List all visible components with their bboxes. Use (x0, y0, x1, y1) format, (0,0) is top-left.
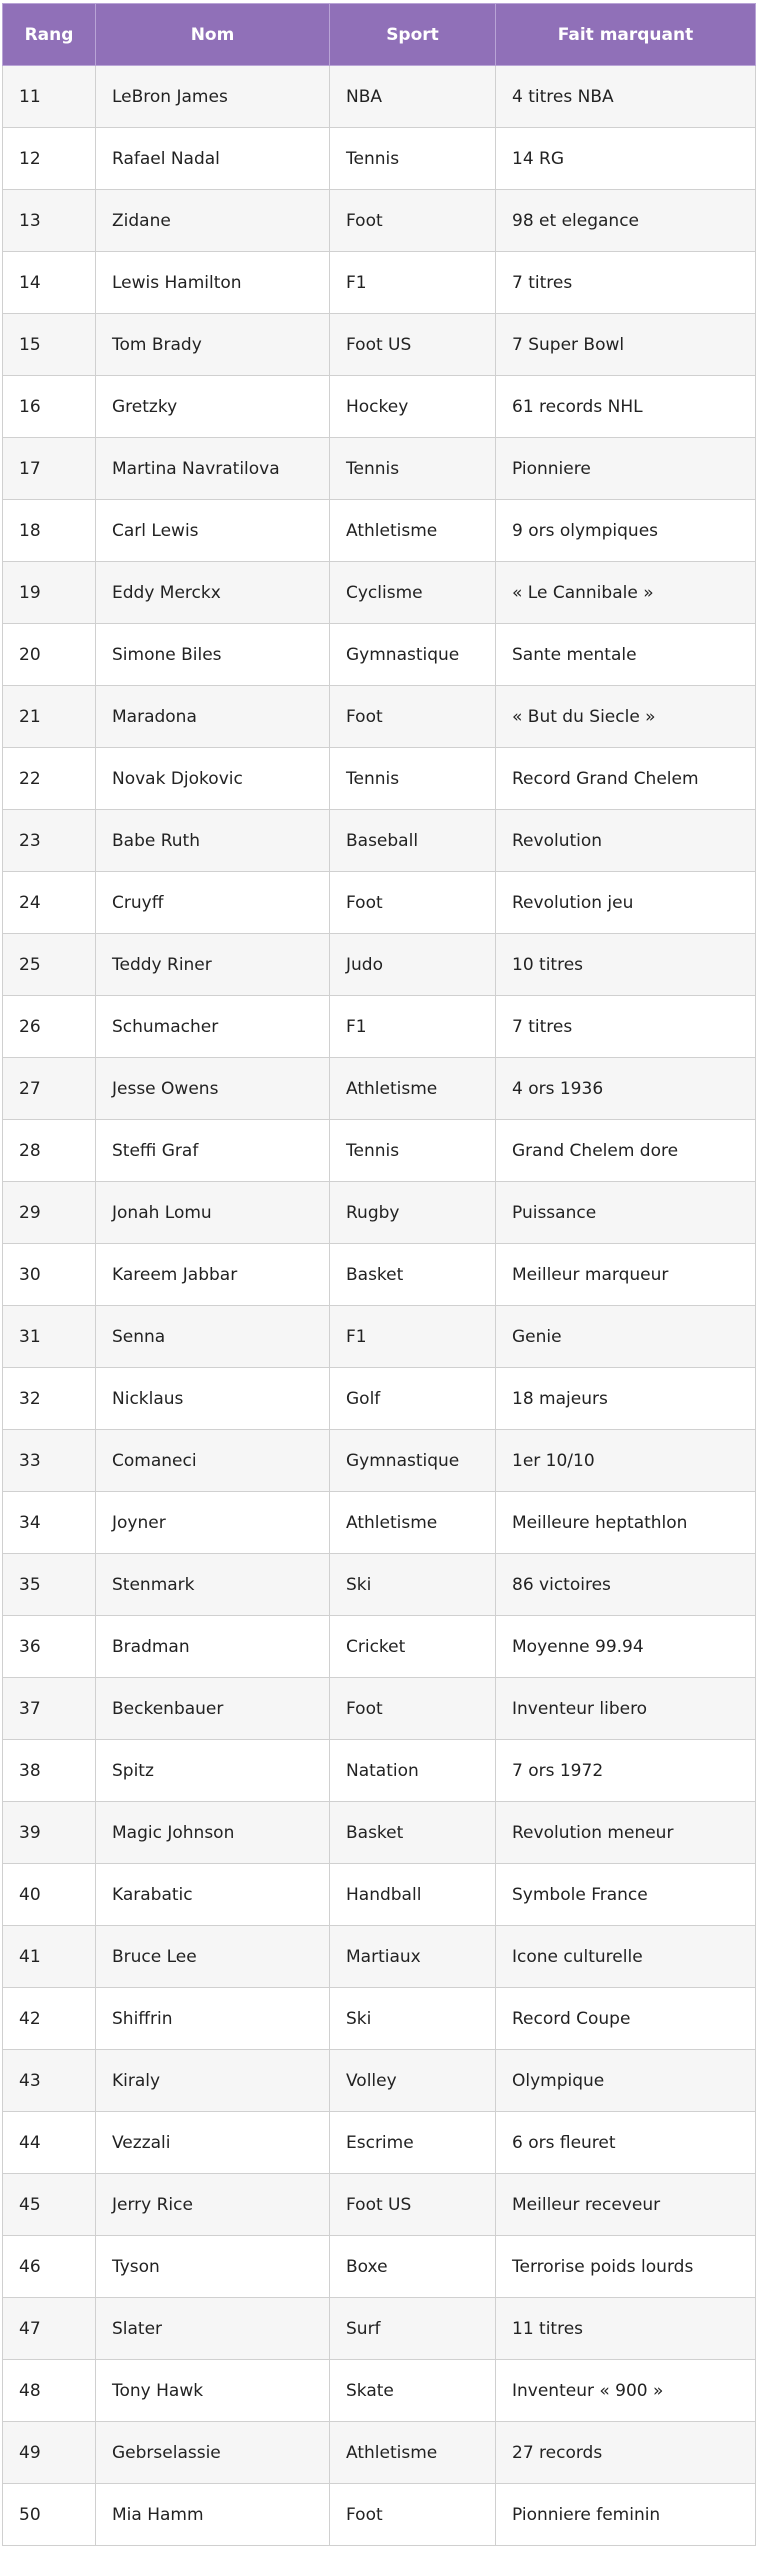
cell-rank: 15 (3, 314, 96, 376)
cell-sport: Athletisme (330, 500, 496, 562)
cell-highlight: 18 majeurs (496, 1368, 756, 1430)
cell-sport: F1 (330, 1306, 496, 1368)
cell-highlight: Genie (496, 1306, 756, 1368)
cell-sport: Athletisme (330, 1058, 496, 1120)
cell-sport: Judo (330, 934, 496, 996)
cell-rank: 38 (3, 1740, 96, 1802)
cell-highlight: Grand Chelem dore (496, 1120, 756, 1182)
cell-name: Joyner (96, 1492, 330, 1554)
cell-highlight: Meilleur marqueur (496, 1244, 756, 1306)
cell-rank: 45 (3, 2174, 96, 2236)
cell-highlight: 7 titres (496, 252, 756, 314)
cell-name: Kareem Jabbar (96, 1244, 330, 1306)
cell-rank: 43 (3, 2050, 96, 2112)
table-row (3, 1306, 756, 1368)
cell-sport: Gymnastique (330, 624, 496, 686)
table-row (3, 1492, 756, 1554)
table-row (3, 1182, 756, 1244)
cell-highlight: 11 titres (496, 2298, 756, 2360)
table-row (3, 500, 756, 562)
table-row (3, 748, 756, 810)
table-row (3, 562, 756, 624)
cell-highlight: 10 titres (496, 934, 756, 996)
cell-rank: 50 (3, 2484, 96, 2546)
cell-rank: 21 (3, 686, 96, 748)
cell-highlight: Meilleur receveur (496, 2174, 756, 2236)
cell-rank: 37 (3, 1678, 96, 1740)
table-row (3, 872, 756, 934)
cell-sport: Foot (330, 1678, 496, 1740)
table-row (3, 1802, 756, 1864)
cell-highlight: Moyenne 99.94 (496, 1616, 756, 1678)
cell-rank: 41 (3, 1926, 96, 1988)
cell-highlight: Inventeur « 900 » (496, 2360, 756, 2422)
cell-rank: 32 (3, 1368, 96, 1430)
cell-rank: 25 (3, 934, 96, 996)
cell-name: Jerry Rice (96, 2174, 330, 2236)
cell-name: Bradman (96, 1616, 330, 1678)
cell-sport: Tennis (330, 438, 496, 500)
cell-name: Magic Johnson (96, 1802, 330, 1864)
cell-rank: 27 (3, 1058, 96, 1120)
cell-sport: Foot US (330, 2174, 496, 2236)
cell-highlight: Revolution (496, 810, 756, 872)
cell-name: Slater (96, 2298, 330, 2360)
cell-rank: 19 (3, 562, 96, 624)
cell-name: Martina Navratilova (96, 438, 330, 500)
cell-rank: 17 (3, 438, 96, 500)
cell-name: Kiraly (96, 2050, 330, 2112)
cell-rank: 24 (3, 872, 96, 934)
cell-name: Bruce Lee (96, 1926, 330, 1988)
cell-sport: Skate (330, 2360, 496, 2422)
cell-rank: 22 (3, 748, 96, 810)
table-row (3, 1988, 756, 2050)
table-row (3, 1616, 756, 1678)
cell-highlight: 4 titres NBA (496, 66, 756, 128)
ranking-table (2, 3, 756, 2546)
cell-highlight: 1er 10/10 (496, 1430, 756, 1492)
cell-name: Rafael Nadal (96, 128, 330, 190)
cell-sport: Rugby (330, 1182, 496, 1244)
cell-highlight: 9 ors olympiques (496, 500, 756, 562)
cell-name: Tom Brady (96, 314, 330, 376)
cell-rank: 14 (3, 252, 96, 314)
cell-highlight: Revolution meneur (496, 1802, 756, 1864)
cell-sport: Basket (330, 1802, 496, 1864)
table-row (3, 1430, 756, 1492)
table-row (3, 1740, 756, 1802)
cell-highlight: Sante mentale (496, 624, 756, 686)
table-row (3, 1678, 756, 1740)
table-row (3, 252, 756, 314)
cell-highlight: Pionniere (496, 438, 756, 500)
cell-sport: Gymnastique (330, 1430, 496, 1492)
cell-highlight: 7 Super Bowl (496, 314, 756, 376)
table-row (3, 1368, 756, 1430)
cell-sport: Cyclisme (330, 562, 496, 624)
cell-rank: 44 (3, 2112, 96, 2174)
cell-name: Spitz (96, 1740, 330, 1802)
cell-name: Comaneci (96, 1430, 330, 1492)
cell-name: Nicklaus (96, 1368, 330, 1430)
cell-rank: 26 (3, 996, 96, 1058)
cell-highlight: 61 records NHL (496, 376, 756, 438)
cell-sport: Baseball (330, 810, 496, 872)
cell-name: Beckenbauer (96, 1678, 330, 1740)
cell-sport: Athletisme (330, 2422, 496, 2484)
table-body (3, 66, 756, 2546)
cell-sport: Surf (330, 2298, 496, 2360)
table-row (3, 314, 756, 376)
table-row (3, 1120, 756, 1182)
table-row (3, 190, 756, 252)
header-highlight: Fait marquant (496, 4, 756, 66)
cell-rank: 48 (3, 2360, 96, 2422)
table-row (3, 686, 756, 748)
cell-name: Zidane (96, 190, 330, 252)
table-row (3, 376, 756, 438)
table-row (3, 2236, 756, 2298)
cell-name: Mia Hamm (96, 2484, 330, 2546)
cell-name: Maradona (96, 686, 330, 748)
cell-rank: 28 (3, 1120, 96, 1182)
cell-highlight: 6 ors fleuret (496, 2112, 756, 2174)
cell-sport: Basket (330, 1244, 496, 1306)
cell-rank: 13 (3, 190, 96, 252)
cell-sport: Escrime (330, 2112, 496, 2174)
cell-name: Simone Biles (96, 624, 330, 686)
cell-name: Carl Lewis (96, 500, 330, 562)
table-row (3, 2422, 756, 2484)
cell-highlight: 86 victoires (496, 1554, 756, 1616)
cell-highlight: 98 et elegance (496, 190, 756, 252)
cell-name: Cruyff (96, 872, 330, 934)
cell-rank: 30 (3, 1244, 96, 1306)
cell-name: Novak Djokovic (96, 748, 330, 810)
cell-sport: Cricket (330, 1616, 496, 1678)
cell-highlight: Meilleure heptathlon (496, 1492, 756, 1554)
cell-name: Gebrselassie (96, 2422, 330, 2484)
cell-sport: NBA (330, 66, 496, 128)
cell-highlight: Record Coupe (496, 1988, 756, 2050)
cell-highlight: Record Grand Chelem (496, 748, 756, 810)
cell-name: Vezzali (96, 2112, 330, 2174)
cell-rank: 46 (3, 2236, 96, 2298)
cell-highlight: 27 records (496, 2422, 756, 2484)
cell-sport: Boxe (330, 2236, 496, 2298)
cell-rank: 16 (3, 376, 96, 438)
cell-sport: Ski (330, 1554, 496, 1616)
cell-sport: Athletisme (330, 1492, 496, 1554)
cell-name: Tyson (96, 2236, 330, 2298)
table-row (3, 1244, 756, 1306)
cell-sport: Tennis (330, 128, 496, 190)
ranking-table-container (2, 3, 755, 2546)
cell-highlight: Symbole France (496, 1864, 756, 1926)
cell-highlight: Inventeur libero (496, 1678, 756, 1740)
table-row (3, 2298, 756, 2360)
cell-rank: 23 (3, 810, 96, 872)
cell-rank: 34 (3, 1492, 96, 1554)
cell-sport: Foot (330, 872, 496, 934)
table-row (3, 1554, 756, 1616)
cell-rank: 39 (3, 1802, 96, 1864)
cell-sport: Foot US (330, 314, 496, 376)
header-row (3, 4, 756, 66)
table-row (3, 810, 756, 872)
cell-name: Teddy Riner (96, 934, 330, 996)
table-row (3, 66, 756, 128)
cell-rank: 11 (3, 66, 96, 128)
cell-name: Jesse Owens (96, 1058, 330, 1120)
cell-sport: Hockey (330, 376, 496, 438)
cell-name: LeBron James (96, 66, 330, 128)
table-row (3, 1058, 756, 1120)
table-row (3, 2174, 756, 2236)
table-row (3, 996, 756, 1058)
cell-highlight: 4 ors 1936 (496, 1058, 756, 1120)
header-sport: Sport (330, 4, 496, 66)
cell-highlight: Pionniere feminin (496, 2484, 756, 2546)
table-row (3, 2484, 756, 2546)
table-row (3, 2050, 756, 2112)
header-name: Nom (96, 4, 330, 66)
cell-name: Babe Ruth (96, 810, 330, 872)
table-header (3, 4, 756, 66)
cell-sport: Martiaux (330, 1926, 496, 1988)
cell-highlight: 7 titres (496, 996, 756, 1058)
cell-name: Tony Hawk (96, 2360, 330, 2422)
cell-highlight: « Le Cannibale » (496, 562, 756, 624)
cell-name: Senna (96, 1306, 330, 1368)
cell-sport: Natation (330, 1740, 496, 1802)
table-row (3, 2112, 756, 2174)
cell-name: Lewis Hamilton (96, 252, 330, 314)
cell-sport: Foot (330, 190, 496, 252)
cell-rank: 47 (3, 2298, 96, 2360)
cell-name: Eddy Merckx (96, 562, 330, 624)
cell-rank: 31 (3, 1306, 96, 1368)
cell-sport: Foot (330, 686, 496, 748)
table-row (3, 438, 756, 500)
table-row (3, 2360, 756, 2422)
cell-rank: 36 (3, 1616, 96, 1678)
cell-highlight: 7 ors 1972 (496, 1740, 756, 1802)
cell-rank: 40 (3, 1864, 96, 1926)
cell-name: Steffi Graf (96, 1120, 330, 1182)
cell-sport: Foot (330, 2484, 496, 2546)
cell-sport: Golf (330, 1368, 496, 1430)
cell-rank: 42 (3, 1988, 96, 2050)
cell-name: Gretzky (96, 376, 330, 438)
cell-sport: Tennis (330, 1120, 496, 1182)
cell-highlight: Revolution jeu (496, 872, 756, 934)
cell-rank: 35 (3, 1554, 96, 1616)
table-row (3, 128, 756, 190)
cell-rank: 29 (3, 1182, 96, 1244)
cell-sport: F1 (330, 996, 496, 1058)
cell-highlight: « But du Siecle » (496, 686, 756, 748)
table-row (3, 934, 756, 996)
cell-name: Karabatic (96, 1864, 330, 1926)
cell-name: Stenmark (96, 1554, 330, 1616)
table-row (3, 1926, 756, 1988)
cell-rank: 18 (3, 500, 96, 562)
header-rank: Rang (3, 4, 96, 66)
cell-highlight: 14 RG (496, 128, 756, 190)
cell-highlight: Icone culturelle (496, 1926, 756, 1988)
cell-sport: F1 (330, 252, 496, 314)
cell-sport: Handball (330, 1864, 496, 1926)
table-row (3, 624, 756, 686)
cell-name: Schumacher (96, 996, 330, 1058)
cell-sport: Volley (330, 2050, 496, 2112)
cell-highlight: Olympique (496, 2050, 756, 2112)
cell-highlight: Terrorise poids lourds (496, 2236, 756, 2298)
cell-name: Shiffrin (96, 1988, 330, 2050)
cell-name: Jonah Lomu (96, 1182, 330, 1244)
cell-rank: 49 (3, 2422, 96, 2484)
cell-highlight: Puissance (496, 1182, 756, 1244)
cell-rank: 33 (3, 1430, 96, 1492)
cell-sport: Ski (330, 1988, 496, 2050)
cell-rank: 20 (3, 624, 96, 686)
cell-rank: 12 (3, 128, 96, 190)
cell-sport: Tennis (330, 748, 496, 810)
table-row (3, 1864, 756, 1926)
